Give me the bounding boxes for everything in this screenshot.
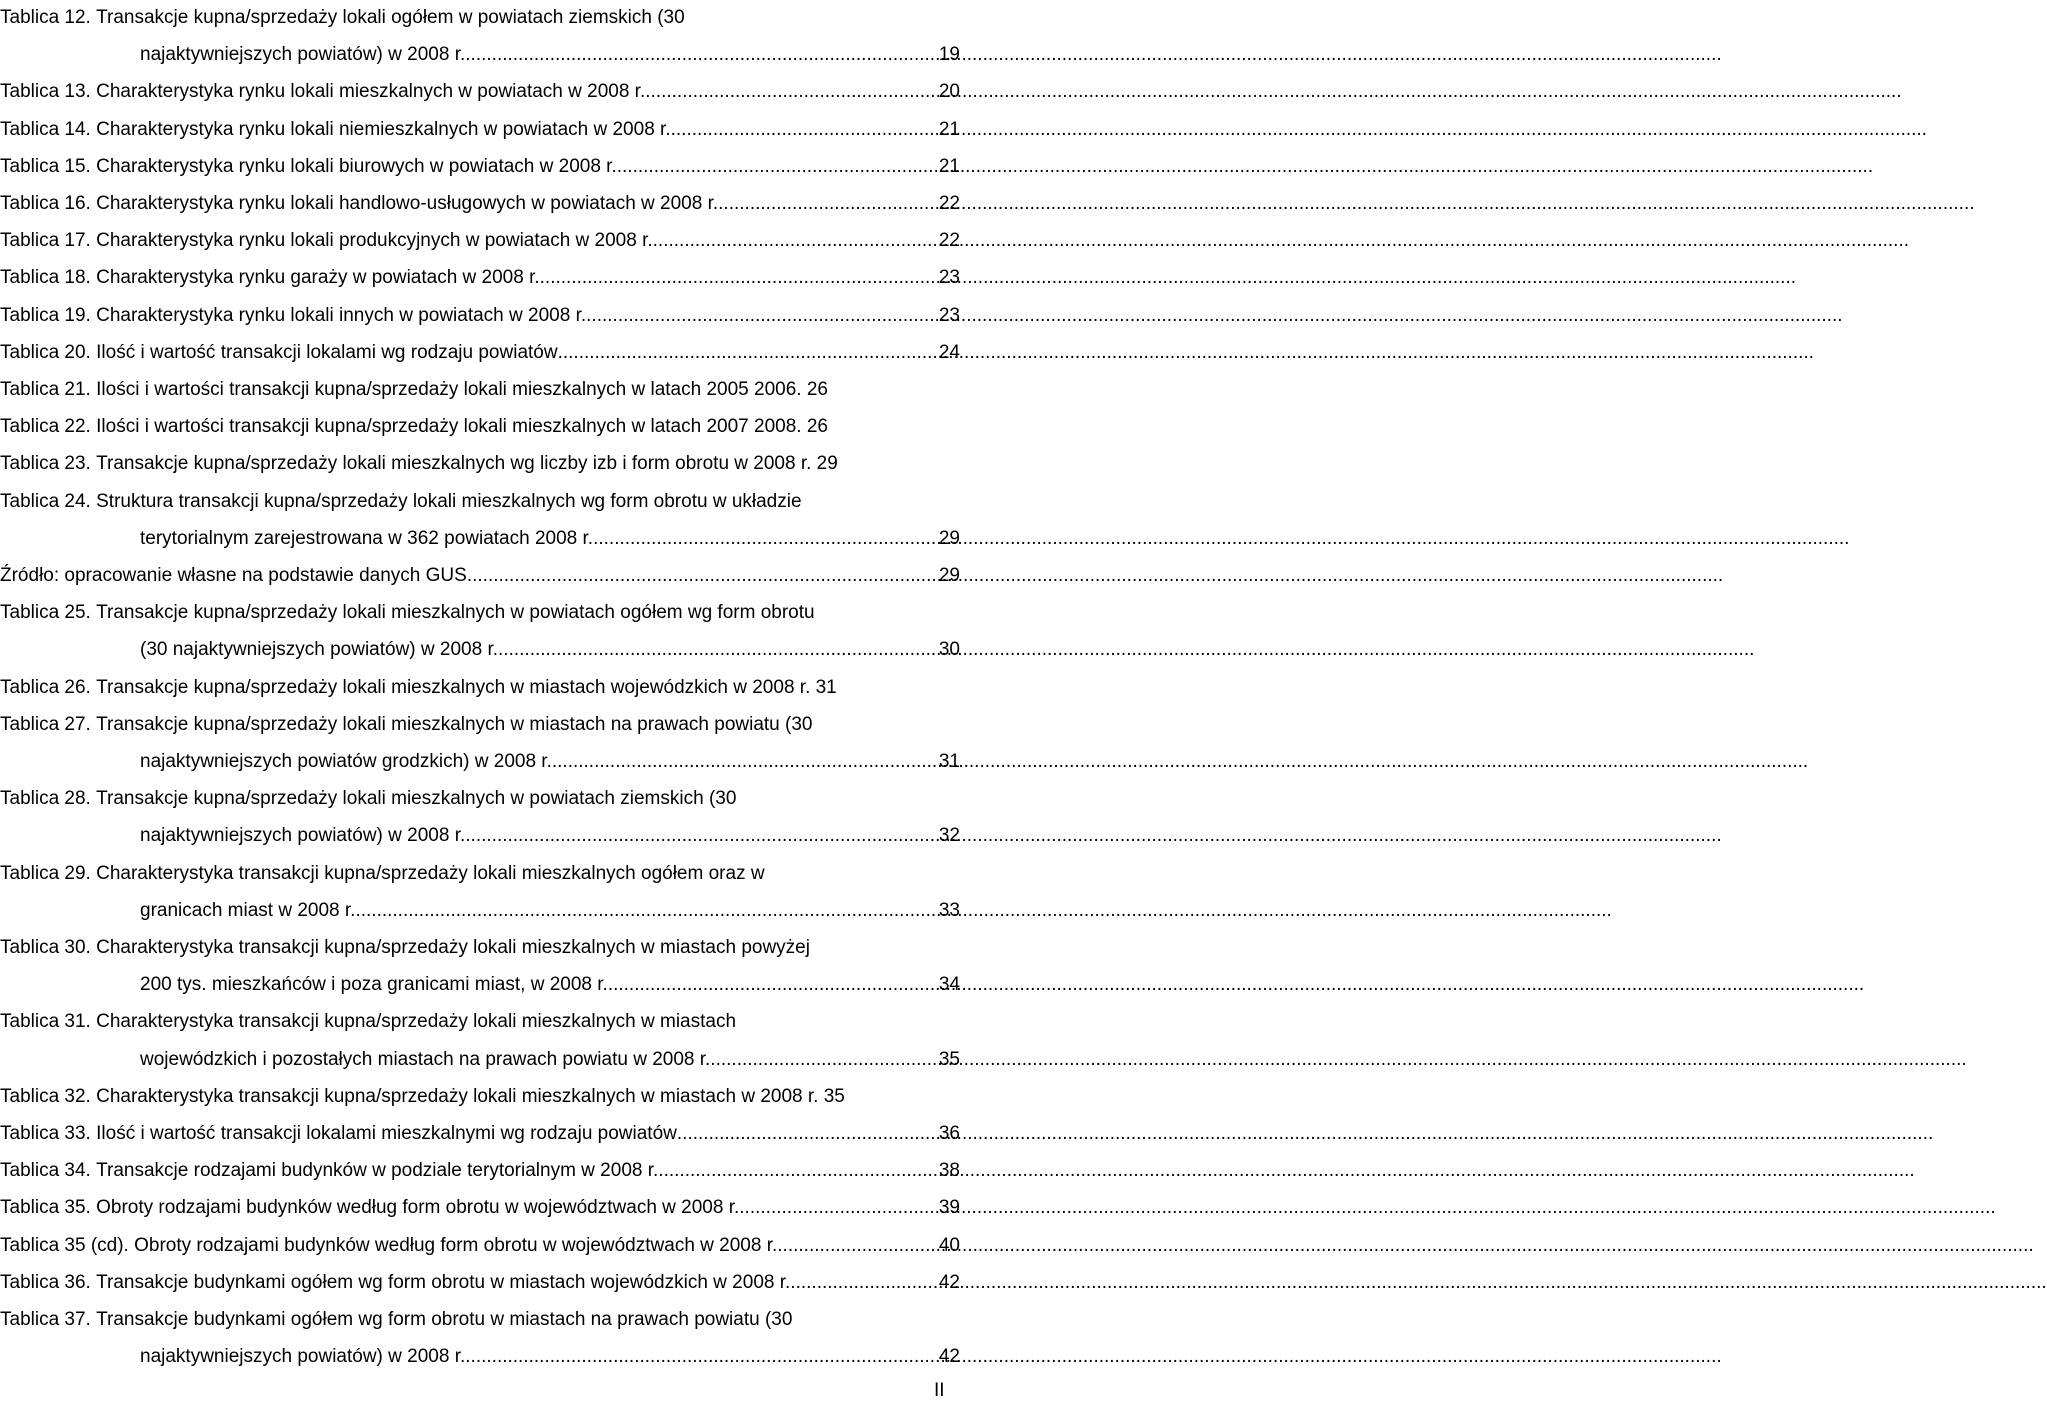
toc-entry-title: Charakterystyka rynku lokali biurowych w powiatach w 2008 r.: [96, 155, 617, 177]
toc-entry-label: Tablica 32.: [0, 1085, 91, 1107]
toc-dot-leader: [467, 563, 939, 589]
toc-page-number: 31: [938, 751, 960, 772]
toc-dot-leader: [658, 1158, 939, 1184]
toc-entry: [0, 303, 960, 329]
toc-entry-title: Transakcje kupna/sprzedaży lokali mieszkalnych wg liczby izb i form obrotu w 2008 r. 29: [96, 453, 838, 475]
toc-entry-label: Tablica 19.: [0, 304, 91, 326]
page-number: II: [934, 1380, 945, 1401]
toc-entry-title: Obroty rodzajami budynków według form obrotu w województwach w 2008 r.: [96, 1197, 740, 1219]
toc-entry: [0, 786, 960, 812]
toc-entry-continuation: [0, 823, 960, 849]
toc-dot-leader: [608, 972, 939, 998]
toc-entry-continuation: [0, 972, 960, 998]
toc-entry: [0, 489, 960, 515]
toc-entry-title: Transakcje kupna/sprzedaży lokali mieszkalnych w miastach wojewódzkich w 2008 r. 31: [96, 676, 837, 698]
toc-entry-label: Tablica 21.: [0, 379, 91, 400]
toc-page-number: 42: [938, 1346, 960, 1368]
toc-page-number: 22: [938, 230, 960, 252]
toc-entry-label: Tablica 27.: [0, 713, 91, 735]
toc-entry-title: Ilość i wartość transakcji lokalami wg rodzaju powiatów: [96, 341, 558, 363]
toc-entry-title: Transakcje rodzajami budynków w podziale terytorialnym w 2008 r.: [96, 1160, 659, 1182]
toc-entry-title: Transakcje kupna/sprzedaży lokali mieszkalnych w powiatach ogółem wg form obrotu: [96, 602, 815, 624]
toc-entry: [0, 675, 960, 701]
toc-dot-leader: [677, 1121, 939, 1147]
toc-page-number: 42: [938, 1271, 960, 1293]
toc-entry: [0, 1158, 960, 1184]
toc-entry-label: Tablica 24.: [0, 490, 91, 512]
toc-dot-leader: [710, 1047, 939, 1073]
toc-entry-continuation: [0, 1344, 960, 1370]
toc-entry-label: Tablica 29.: [0, 862, 91, 884]
toc-entry: [0, 935, 960, 961]
toc-entry-continuation: [0, 898, 960, 924]
toc-page-number: 38: [938, 1160, 960, 1182]
toc-entry-title: Struktura transakcji kupna/sprzedaży lokali mieszkalnych wg form obrotu w układzie: [96, 490, 802, 512]
toc-entry-title: 200 tys. mieszkańców i poza granicami miast, w 2008 r.: [140, 974, 608, 996]
toc-page-number: 30: [938, 639, 960, 661]
toc-page-number: 29: [938, 565, 960, 586]
toc-dot-leader: [558, 340, 939, 366]
toc-entry-title: Charakterystyka rynku garaży w powiatach w 2008 r.: [96, 267, 540, 289]
toc-entry-title: Transakcje kupna/sprzedaży lokali ogółem w powiatach ziemskich (30: [96, 7, 685, 28]
toc-entry-title: najaktywniejszych powiatów) w 2008 r.: [140, 825, 466, 847]
toc-entry: [0, 451, 960, 477]
toc-entry: [0, 377, 960, 403]
toc-page-number: 29: [938, 527, 960, 549]
toc-entry-label: Tablica 35 (cd).: [0, 1234, 129, 1256]
toc-entry-continuation: [0, 749, 960, 775]
toc-dot-leader: [465, 1344, 939, 1370]
toc-page-number: 21: [938, 155, 960, 177]
toc-page-number: 21: [938, 118, 960, 140]
toc-entry-label: Tablica 34.: [0, 1160, 91, 1182]
toc-entry-label: Tablica 36.: [0, 1271, 91, 1293]
toc-page-number: 23: [938, 304, 960, 326]
toc-dot-leader: [586, 303, 939, 329]
toc-entry-title: wojewódzkich i pozostałych miastach na prawach powiatu w 2008 r.: [140, 1048, 711, 1070]
toc-entry-title: Transakcje kupna/sprzedaży lokali mieszkalnych w miastach na prawach powiatu (30: [96, 713, 813, 735]
toc-page-number: 35: [938, 1048, 960, 1070]
toc-page-number: 19: [938, 44, 960, 66]
toc-dot-leader: [718, 191, 939, 217]
toc-entry-label: Źródło:: [0, 565, 60, 586]
toc-entry: [0, 1233, 960, 1259]
toc-dot-leader: [465, 823, 939, 849]
toc-entry-title: Charakterystyka transakcji kupna/sprzedaży lokali mieszkalnych w miastach: [96, 1011, 737, 1033]
toc-entry-label: Tablica 22.: [0, 416, 91, 438]
toc-entry-label: Tablica 35.: [0, 1197, 91, 1219]
toc-entry: [0, 340, 960, 366]
toc-page-number: 20: [938, 81, 960, 103]
toc-dot-leader: [540, 265, 939, 291]
toc-entry-label: Tablica 17.: [0, 230, 91, 252]
toc-dot-leader: [645, 79, 939, 105]
toc-entry-label: Tablica 28.: [0, 788, 91, 810]
toc-dot-leader: [617, 154, 939, 180]
toc-page-number: 39: [938, 1197, 960, 1219]
toc-entry: [0, 1307, 960, 1333]
toc-entry-label: Tablica 33.: [0, 1123, 91, 1144]
toc-dot-leader: [593, 526, 939, 552]
toc-entry: [0, 861, 960, 887]
toc-entry: [0, 1084, 960, 1110]
toc-entry: [0, 5, 960, 31]
toc-entry-title: Charakterystyka transakcji kupna/sprzedaży lokali mieszkalnych ogółem oraz w: [96, 862, 765, 884]
toc-dot-leader: [739, 1195, 939, 1221]
toc-entry-title: najaktywniejszych powiatów) w 2008 r.: [140, 1346, 466, 1368]
toc-entry-label: Tablica 31.: [0, 1011, 91, 1033]
toc-entry-label: Tablica 20.: [0, 341, 91, 363]
toc-entry-title: Transakcje kupna/sprzedaży lokali mieszkalnych w powiatach ziemskich (30: [96, 788, 737, 810]
toc-dot-leader: [790, 1270, 939, 1296]
toc-entry-label: Tablica 25.: [0, 602, 91, 624]
toc-entry-label: Tablica 30.: [0, 937, 91, 958]
toc-page-number: 36: [938, 1123, 960, 1144]
toc-entry: [0, 154, 960, 180]
toc-entry-title: Ilości i wartości transakcji kupna/sprzedaży lokali mieszkalnych w latach 2007 2008. 26: [96, 416, 828, 438]
toc-entry: [0, 414, 960, 440]
toc-entry-title: Ilości i wartości transakcji kupna/sprzedaży lokali mieszkalnych w latach 2005 2006. 26: [96, 379, 828, 400]
toc-page-number: 24: [938, 341, 960, 363]
toc-entry-continuation: [0, 526, 960, 552]
toc-dot-leader: [653, 228, 939, 254]
toc-entry-title: Charakterystyka rynku lokali handlowo-usługowych w powiatach w 2008 r.: [96, 193, 719, 214]
toc-dot-leader: [355, 898, 938, 924]
toc-entry-label: Tablica 23.: [0, 453, 91, 475]
toc-entry-title: najaktywniejszych powiatów grodzkich) w 2008 r.: [140, 751, 552, 772]
toc-dot-leader: [498, 637, 939, 663]
toc-entry-title: Transakcje budynkami ogółem wg form obrotu w miastach wojewódzkich w 2008 r.: [96, 1271, 791, 1293]
toc-entry-title: Charakterystyka transakcji kupna/sprzedaży lokali mieszkalnych w miastach w 2008 r. 35: [96, 1085, 845, 1107]
toc-page-number: 34: [938, 974, 960, 996]
toc-entry-label: Tablica 18.: [0, 267, 91, 289]
toc-entry: [0, 265, 960, 291]
toc-entry: [0, 117, 960, 143]
toc-entry-title: granicach miast w 2008 r.: [140, 899, 356, 921]
toc-page-number: 32: [938, 825, 960, 847]
toc-entry: [0, 1009, 960, 1035]
toc-page-number: 40: [938, 1234, 960, 1256]
toc-entry-label: Tablica 12.: [0, 7, 91, 28]
toc-entry-label: Tablica 15.: [0, 155, 91, 177]
toc-entry-title: najaktywniejszych powiatów) w 2008 r.: [140, 44, 466, 66]
toc-entry-label: Tablica 37.: [0, 1309, 91, 1330]
toc-entry: [0, 1195, 960, 1221]
toc-entry: [0, 563, 960, 589]
toc-entry-title: Charakterystyka rynku lokali innych w powiatach w 2008 r.: [96, 304, 587, 326]
toc-dot-leader: [777, 1233, 939, 1259]
toc-entry-title: Charakterystyka transakcji kupna/sprzedaży lokali mieszkalnych w miastach powyżej: [96, 937, 810, 958]
toc-entry-title: opracowanie własne na podstawie danych GUS: [64, 565, 467, 586]
toc-dot-leader: [465, 42, 939, 68]
toc-entry-title: terytorialnym zarejestrowana w 362 powiatach 2008 r.: [140, 527, 594, 549]
toc-entry: [0, 1121, 960, 1147]
toc-entry: [0, 600, 960, 626]
toc-page-number: 23: [938, 267, 960, 289]
toc-entry-title: Obroty rodzajami budynków według form obrotu w województwach w 2008 r.: [134, 1234, 778, 1256]
toc-entry-title: Charakterystyka rynku lokali produkcyjnych w powiatach w 2008 r.: [96, 230, 653, 252]
toc-entry-title: Charakterystyka rynku lokali mieszkalnych w powiatach w 2008 r.: [96, 81, 646, 103]
toc-entry-title: Charakterystyka rynku lokali niemieszkalnych w powiatach w 2008 r.: [96, 118, 671, 140]
toc-dot-leader: [671, 117, 939, 143]
toc-page-number: 33: [938, 899, 960, 921]
toc-entry-title: Transakcje budynkami ogółem wg form obrotu w miastach na prawach powiatu (30: [96, 1309, 793, 1330]
toc-entry: [0, 228, 960, 254]
toc-entry: [0, 1270, 960, 1296]
toc-entry-title: (30 najaktywniejszych powiatów) w 2008 r.: [140, 639, 499, 661]
toc-entry-title: Ilość i wartość transakcji lokalami mieszkalnymi wg rodzaju powiatów: [96, 1123, 677, 1144]
toc-entry: [0, 712, 960, 738]
toc-entry-label: Tablica 13.: [0, 81, 91, 103]
toc-entry-label: Tablica 26.: [0, 676, 91, 698]
toc-entry-label: Tablica 14.: [0, 118, 91, 140]
toc-entry-continuation: [0, 637, 960, 663]
toc-dot-leader: [552, 749, 939, 775]
toc-entry-label: Tablica 16.: [0, 193, 91, 214]
toc-page-number: 22: [938, 193, 960, 214]
toc-entry: [0, 191, 960, 217]
toc-entry: [0, 79, 960, 105]
toc-entry-continuation: [0, 1047, 960, 1073]
toc-entry-continuation: [0, 42, 960, 68]
